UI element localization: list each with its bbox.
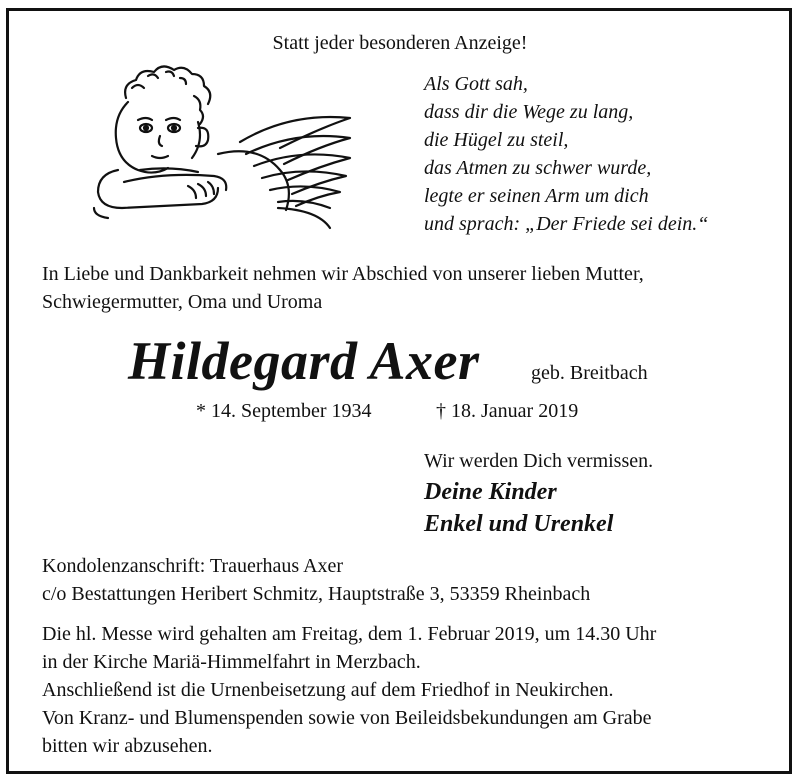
mourners-line: Deine Kinder [424, 479, 557, 505]
condolence-line: Kondolenzanschrift: Trauerhaus Axer [42, 555, 344, 577]
miss-text: Wir werden Dich vermissen. [424, 450, 654, 472]
poem-line: und sprach: „Der Friede sei dein.“ [424, 213, 709, 235]
poem-line: legte er seinen Arm um dich [424, 185, 649, 207]
death-date: † 18. Januar 2019 [436, 400, 579, 422]
mourners-signature [424, 476, 613, 540]
deceased-name: Hildegard Axer [128, 331, 480, 391]
cherub-angel-icon [48, 58, 378, 238]
service-line: Anschließend ist die Urnenbeisetzung auf dem Friedhof in Neukirchen. [42, 679, 614, 701]
service-line: bitten wir abzusehen. [42, 735, 213, 757]
service-line: Von Kranz- und Blumenspenden sowie von Beileidsbekundungen am Grabe [42, 707, 652, 729]
service-line: Die hl. Messe wird gehalten am Freitag, dem 1. Februar 2019, um 14.30 Uhr [42, 623, 657, 645]
poem-line: Als Gott sah, [424, 73, 528, 95]
birth-date: * 14. September 1934 [196, 400, 372, 422]
service-info [42, 620, 656, 760]
service-line: in der Kirche Mariä-Himmelfahrt in Merzbach. [42, 651, 421, 673]
maiden-name: geb. Breitbach [531, 362, 648, 384]
poem-line: die Hügel zu steil, [424, 129, 569, 151]
poem-line: dass dir die Wege zu lang, [424, 101, 634, 123]
intro-line: Schwiegermutter, Oma und Uroma [42, 291, 323, 313]
poem-line: das Atmen zu schwer wurde, [424, 157, 652, 179]
condolence-line: c/o Bestattungen Heribert Schmitz, Hauptstraße 3, 53359 Rheinbach [42, 583, 591, 605]
condolence-address [42, 552, 590, 608]
mourners-line: Enkel und Urenkel [424, 511, 614, 537]
intro-text [42, 260, 644, 316]
notice-header: Statt jeder besonderen Anzeige! [272, 32, 528, 54]
intro-line: In Liebe und Dankbarkeit nehmen wir Abschied von unserer lieben Mutter, [42, 263, 644, 285]
poem [424, 70, 708, 238]
